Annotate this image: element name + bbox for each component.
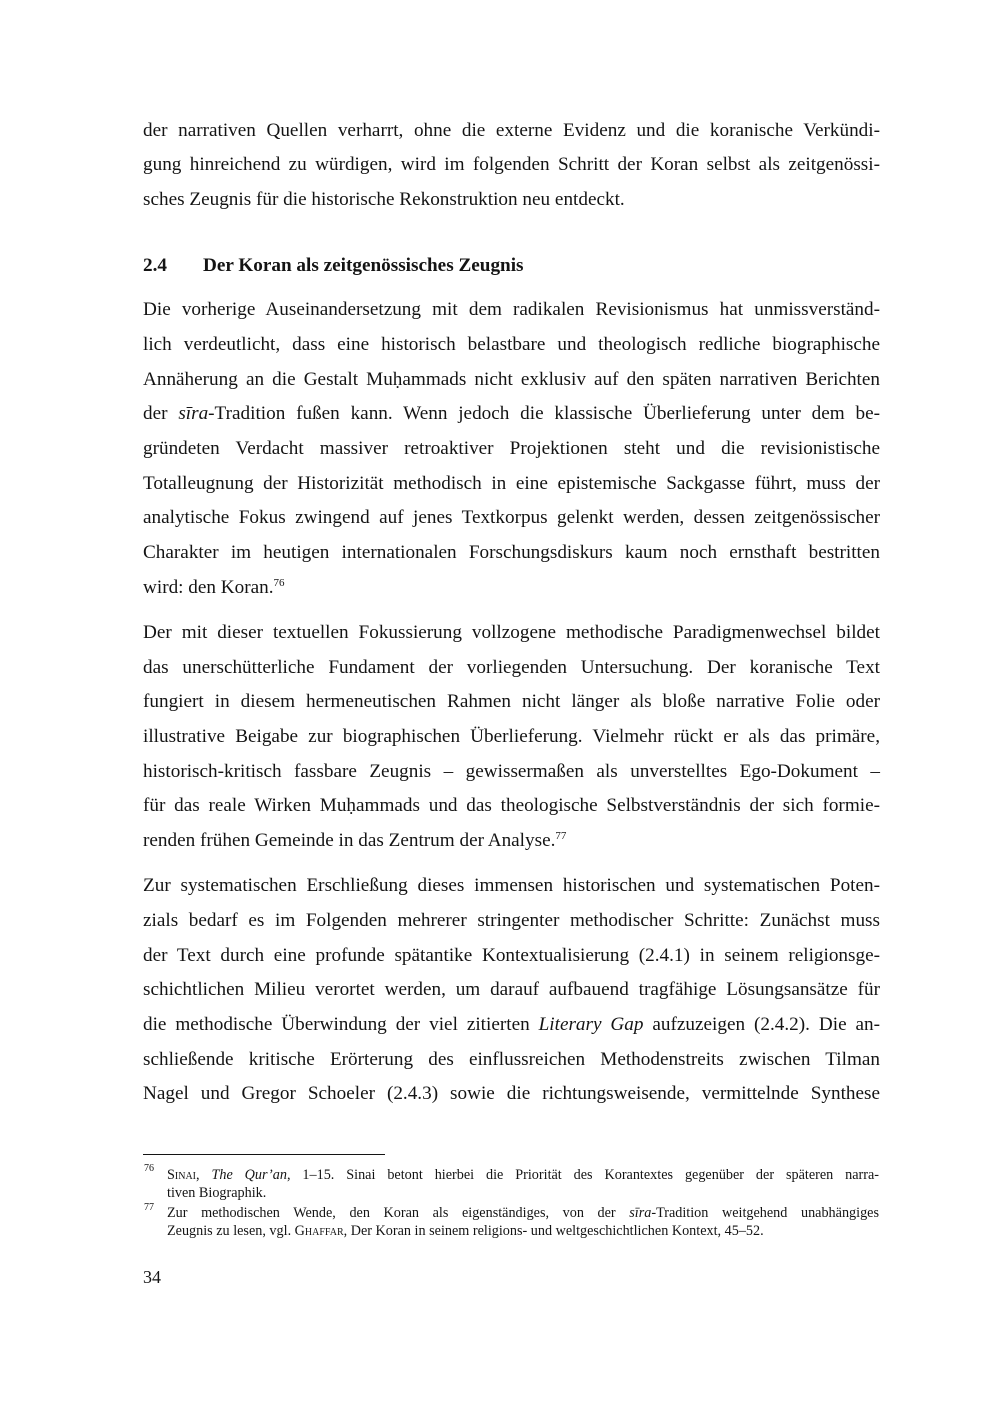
italic-term: Literary Gap [538, 1014, 644, 1035]
footnote-work-title: The Qur’an [211, 1167, 287, 1183]
text-run: renden frühen Gemeinde in das Zentrum der Analyse. [143, 830, 556, 851]
body-line: gung hinreichend zu würdigen, wird im folgenden Schritt der Koran selbst als zeitgenössi- [143, 154, 880, 175]
body-line: Die vorherige Auseinandersetzung mit dem radikalen Revisionismus hat unmissverständ- [143, 299, 880, 320]
footnote-author: Ghaffar [294, 1223, 344, 1239]
body-line: Totalleugnung der Historizität methodisch in eine epistemische Sackgasse führt, muss der [143, 473, 880, 494]
text-run: wird: den Koran. [143, 577, 274, 598]
text-run: , 1–15. Sinai betont hierbei die Priorität des Korantextes gegenüber der späteren narra- [286, 1167, 879, 1183]
body-line: der Text durch eine profunde spätantike Kontextualisierung (2.4.1) in seinem religionsge- [143, 945, 880, 966]
body-line: Zur systematischen Erschließung dieses immensen historischen und systematischen Poten- [143, 875, 880, 896]
footnote-separator [143, 1154, 385, 1155]
body-line: schichtlichen Milieu verortet werden, um darauf aufbauend tragfähige Lösungsansätze für [143, 979, 880, 1000]
footnote-line [167, 1222, 879, 1240]
text-run: , [196, 1167, 212, 1183]
section-heading [143, 254, 524, 278]
body-line: analytische Fokus zwingend auf jenes Textkorpus gelenkt werden, dessen zeitgenössischer [143, 507, 880, 528]
body-line [143, 1013, 880, 1037]
italic-term: sīra [629, 1205, 652, 1221]
body-line: schließende kritische Erörterung des einflussreichen Methodenstreits zwischen Tilman [143, 1049, 880, 1070]
footnote-author: Sinai [167, 1167, 196, 1183]
text-run: Zur methodischen Wende, den Koran als eigenständiges, von der [167, 1205, 630, 1221]
body-line: Annäherung an die Gestalt Muḥammads nicht exklusiv auf den späten narrativen Berichten [143, 369, 880, 390]
body-line: der narrativen Quellen verharrt, ohne die externe Evidenz und die koranische Verkündi- [143, 120, 880, 141]
text-run: -Tradition weitgehend unabhängiges [651, 1205, 879, 1221]
body-line [143, 829, 880, 853]
body-line: illustrative Beigabe zur biographischen Überlieferung. Vielmehr rückt er als das primäre, [143, 726, 880, 747]
footnote-line [167, 1204, 879, 1222]
footnote-reference[interactable]: 77 [555, 830, 567, 842]
body-line: historisch-kritisch fassbare Zeugnis – gewissermaßen als unverstelltes Ego-Dokument – [143, 761, 880, 782]
body-line: sches Zeugnis für die historische Rekonstruktion neu entdeckt. [143, 189, 625, 210]
text-run: -Tradition fußen kann. Wenn jedoch die klassische Überlieferung unter dem be- [208, 403, 881, 424]
body-line: gründeten Verdacht massiver retroaktiver Projektionen steht und die revisionistische [143, 438, 880, 459]
body-line: Nagel und Gregor Schoeler (2.4.3) sowie die richtungsweisende, vermittelnde Synthese [143, 1083, 880, 1104]
text-run: , Der Koran in seinem religions- und weltgeschichtlichen Kontext, 45–52. [343, 1223, 764, 1239]
footnote-mark: 76 [144, 1163, 154, 1174]
footnote-reference[interactable]: 76 [273, 577, 285, 589]
body-line: lich verdeutlicht, dass eine historisch belastbare und theologisch redliche biographische [143, 334, 880, 355]
footnote-line [167, 1166, 879, 1184]
text-run: der [143, 403, 179, 424]
body-line: fungiert in diesem hermeneutischen Rahmen nicht länger als bloße narrative Folie oder [143, 691, 880, 712]
text-run: Zeugnis zu lesen, vgl. [167, 1223, 295, 1239]
section-title: Der Koran als zeitgenössisches Zeugnis [203, 255, 524, 276]
body-line [143, 402, 880, 426]
section-number: 2.4 [143, 255, 167, 276]
body-line: Der mit dieser textuellen Fokussierung vollzogene methodische Paradigmenwechsel bildet [143, 622, 880, 643]
body-line: das unerschütterliche Fundament der vorliegenden Untersuchung. Der koranische Text [143, 657, 880, 678]
body-line: Charakter im heutigen internationalen Forschungsdiskurs kaum noch ernsthaft bestritten [143, 542, 880, 563]
text-run: aufzuzeigen (2.4.2). Die an- [643, 1014, 881, 1035]
body-line: für das reale Wirken Muḥammads und das theologische Selbstverständnis der sich formie- [143, 795, 880, 816]
page-number: 34 [143, 1267, 161, 1287]
text-run: die methodische Überwindung der viel zitierten [143, 1014, 539, 1035]
footnote-mark: 77 [144, 1202, 154, 1213]
footnote-line: tiven Biographik. [167, 1185, 267, 1201]
body-line [143, 576, 880, 600]
body-line: zials bedarf es im Folgenden mehrerer stringenter methodischer Schritte: Zunächst muss [143, 910, 880, 931]
italic-term: sīra [178, 403, 209, 424]
